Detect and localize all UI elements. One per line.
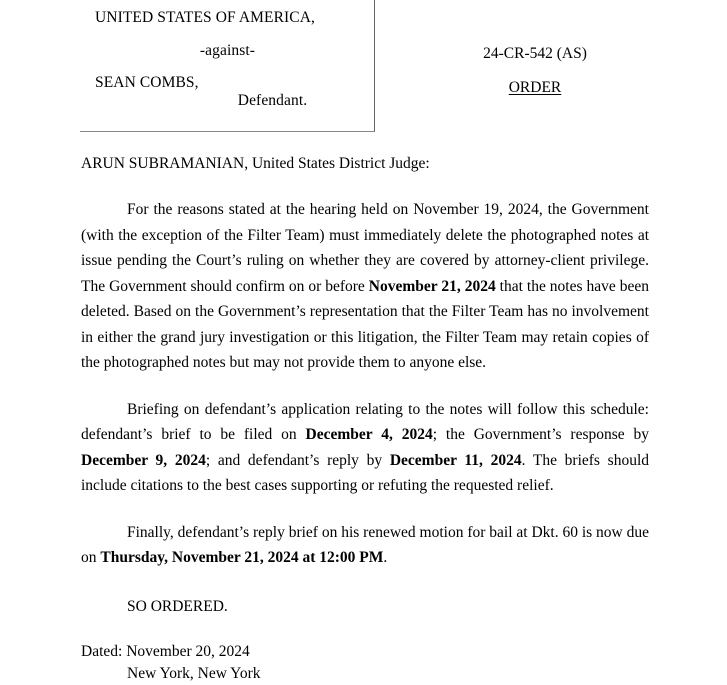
caption-against: -against-: [199, 42, 256, 59]
dated-block: [81, 641, 649, 685]
paragraph-bail-reply-deadline: [81, 520, 649, 571]
para1-text-part2: that the notes have been deleted. Based on the Government’s representation that the Filter Team has no involvement in either the grand jury investigation or this litigation, the Filter Team may retain copies of the photographed notes but may not provide them to anyone else.: [81, 277, 649, 371]
para2-text-part1: Briefing on defendant’s application relating to the notes will follow this schedule: defendant’s brief to be filed on: [81, 400, 649, 443]
dated-line: Dated: November 20, 2024: [81, 643, 250, 660]
para1-text-part1: For the reasons stated at the hearing held on November 19, 2024, the Government (with the exception of the Filter Team) must immediately delete the photographed notes at issue pending the Court’s ruling on whether they are covered by attorney-client privilege. The Government should confirm on or before: [81, 201, 649, 295]
para2-text-part4: . The briefs should include citations to the best cases supporting or refuting the requested relief.: [81, 451, 650, 494]
caption-defendant-label: Defendant.: [237, 92, 308, 109]
location-line: New York, New York: [127, 665, 261, 682]
para2-brief-due-date: December 4, 2024: [305, 426, 433, 443]
para2-text-part3: ; and defendant’s reply by: [205, 451, 390, 469]
para2-text-part2: ; the Government’s response by: [432, 426, 650, 443]
para2-reply-due-date: December 11, 2024: [389, 451, 522, 469]
para3-bail-reply-date: Thursday, November 21, 2024 at 12:00 PM: [100, 549, 384, 566]
paragraph-briefing-schedule: [81, 397, 649, 499]
case-caption-box: [80, 0, 375, 132]
judge-line: ARUN SUBRAMANIAN, United States District Judge:: [81, 155, 430, 172]
case-caption-inner: [80, 0, 374, 131]
caption-defendant-name: SEAN COMBS,: [95, 74, 199, 91]
so-ordered-line: SO ORDERED.: [127, 597, 228, 615]
paragraph-deletion-order: [81, 197, 649, 376]
case-number: 24-CR-542 (AS): [483, 45, 587, 62]
caption-plaintiff: UNITED STATES OF AMERICA,: [95, 9, 315, 26]
para3-text-part1: Finally, defendant’s reply brief on his renewed motion for bail at Dkt. 60 is now due on: [81, 523, 650, 566]
para1-deadline-date: November 21, 2024: [368, 277, 496, 295]
document-title: [400, 79, 670, 97]
para2-response-due-date: December 9, 2024: [81, 451, 206, 469]
para3-text-part2: .: [383, 549, 388, 566]
document-body: [81, 153, 649, 685]
document-title-text: ORDER: [508, 79, 562, 96]
